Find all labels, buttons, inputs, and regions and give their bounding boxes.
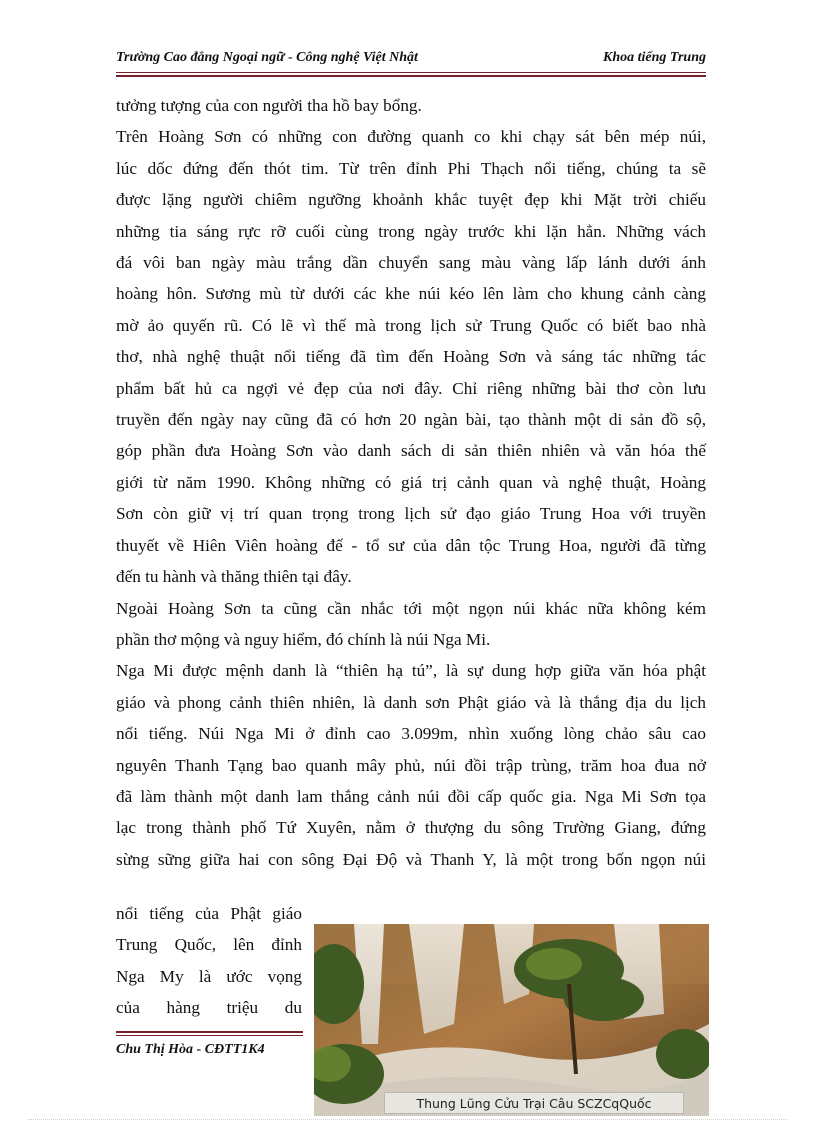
text-line: hoàng hôn. Sương mù từ dưới các khe núi kéo lên làm cho khung cảnh càng [116,284,706,304]
text-line: Sơn còn giữ vị trí quan trọng trong lịch sử đạo giáo Trung Hoa với truyền [116,504,706,524]
text-line: Ngoài Hoàng Sơn ta cũng cần nhắc tới một ngọn núi khác nữa không kém [116,598,706,618]
text-line: phần thơ mộng và nguy hiểm, đó chính là núi Nga Mi. [116,629,491,649]
header-rule [116,72,706,77]
body-text [116,90,706,875]
side-text-line: Nga My là ước vọng [116,966,302,986]
text-line: nguyên Thanh Tạng bao quanh mây phủ, núi đồi trập trùng, trăm hoa đua nở [116,755,706,775]
text-line: thơ, nhà nghệ thuật nổi tiếng đã tìm đến Hoàng Sơn và sáng tác những tác [116,347,706,367]
text-line: được lặng người chiêm ngưỡng khoảnh khắc tuyệt đẹp khi Mặt trời chiếu [116,190,706,210]
side-text-line: nổi tiếng của Phật giáo [116,904,302,923]
paragraph [116,593,706,656]
footer-rule [116,1031,303,1036]
side-text-line: Trung Quốc, lên đỉnh [116,935,302,955]
text-line: mờ ảo quyến rũ. Có lẽ vì thế mà trong lịch sử Trung Quốc có biết bao nhà [116,315,706,335]
text-line: đá vôi ban ngày màu trắng dần chuyển sang màu vàng lấp lánh dưới ánh [116,253,706,273]
paragraph [116,655,706,875]
text-line: đến tu hành và thăng thiên tại đây. [116,567,352,587]
paragraph [116,121,706,592]
text-line: Trên Hoàng Sơn có những con đường quanh co khi chạy sát bên mép núi, [116,127,706,147]
text-line: lạc trong thành phố Tứ Xuyên, nằm ở thượng du sông Trường Giang, đứng [116,818,706,838]
text-line: thuyết về Hiên Viên hoàng đế - tổ sư của dân tộc Trung Hoa, người đã từng [116,535,706,555]
text-line: tưởng tượng của con người tha hồ bay bổng. [116,96,422,115]
page-header [116,48,706,70]
header-department: Khoa tiếng Trung [603,50,706,65]
side-text-line: của hàng triệu du [116,998,302,1018]
text-line: sừng sững giữa hai con sông Đại Độ và Thanh Y, là một trong bốn ngọn núi [116,849,706,869]
text-line: phẩm bất hủ ca ngợi vẻ đẹp của nơi đây. Chỉ riêng những bài thơ còn lưu [116,378,706,398]
text-line: giới từ năm 1990. Không những có giá trị cảnh quan và nghệ thuật, Hoàng [116,472,706,492]
paragraph [116,90,706,121]
text-line: Nga Mi được mệnh danh là “thiên hạ tú”, là sự dung hợp giữa văn hóa phật [116,661,706,681]
text-line: nổi tiếng. Núi Nga Mi ở đỉnh cao 3.099m, nhìn xuống lòng chảo sâu cao [116,724,706,744]
side-text [116,898,302,1024]
text-line: lúc dốc đứng đến thót tim. Từ trên đỉnh Phi Thạch nổi tiếng, chúng ta sẽ [116,158,706,178]
photo-caption: Thung Lũng Cửu Trại Câu SCZCqQuốc [384,1092,684,1114]
text-line: đã làm thành một danh lam thắng cảnh núi đồi cấp quốc gia. Nga Mi Sơn tọa [116,786,706,806]
text-line: góp phần đưa Hoàng Sơn vào danh sách di sản thiên nhiên và văn hóa thế [116,441,706,461]
header-school-name: Trường Cao đẳng Ngoại ngữ - Công nghệ Việt Nhật [116,50,418,65]
text-line: giáo và phong cảnh thiên nhiên, là danh sơn Phật giáo và là thắng địa du lịch [116,692,706,712]
text-line: truyền đến ngày nay cũng đã có hơn 20 ngàn bài, tạo thành một di sản đồ sộ, [116,410,706,430]
footer-author: Chu Thị Hòa - CĐTT1K4 [116,1042,265,1057]
text-line: những tia sáng rực rỡ cuối cùng trong ngày trước khi lặn hẳn. Những vách [116,221,706,241]
waterfall-photo [314,924,709,1116]
page-bottom-border [28,1119,788,1120]
waterfall-illustration [314,924,709,1116]
